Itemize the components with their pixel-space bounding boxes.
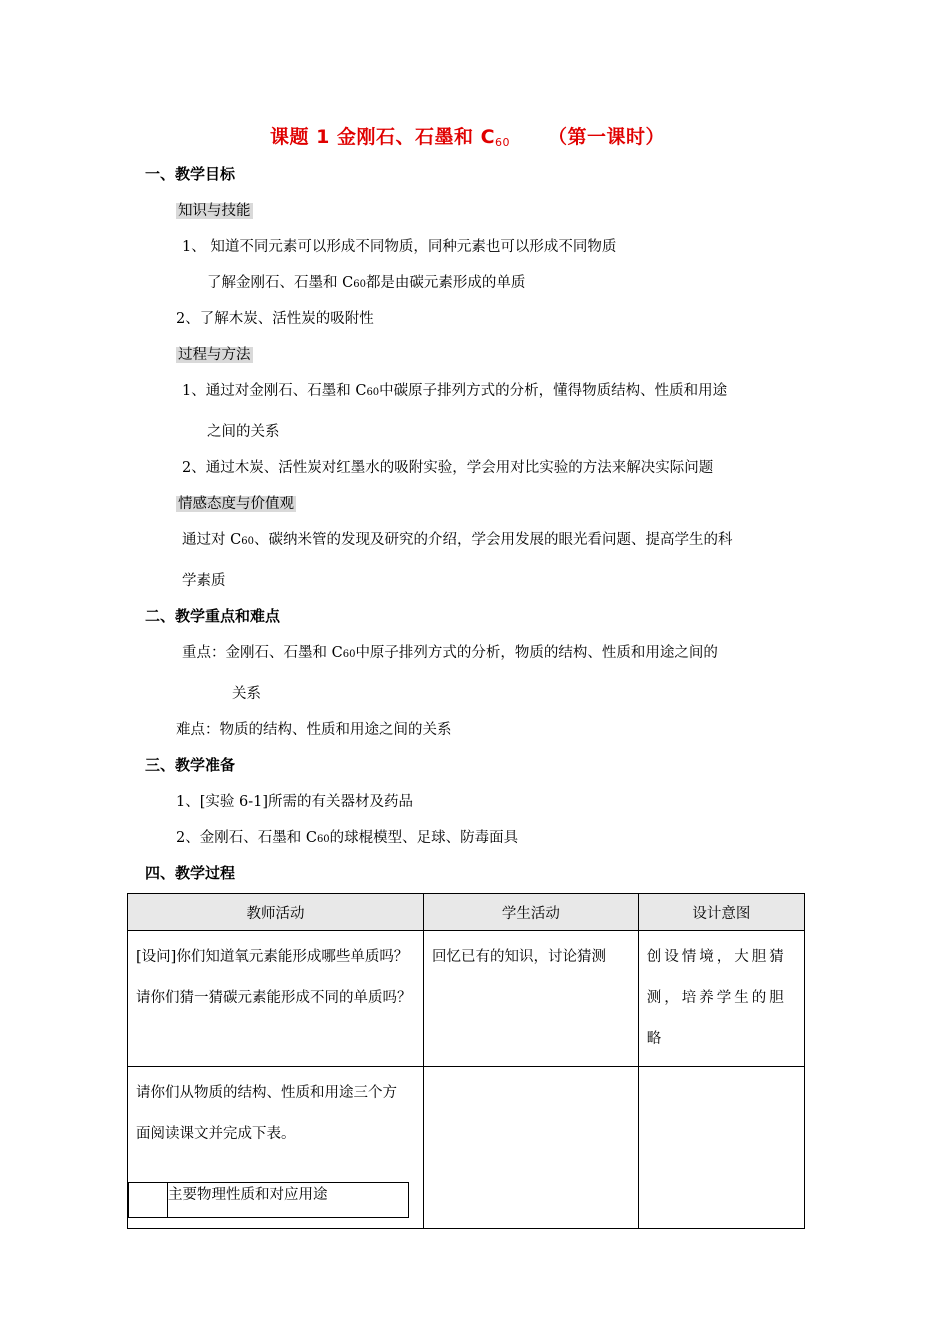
row1-student: 回忆已有的知识，讨论猜测 — [424, 931, 639, 1067]
section-4-heading: 四、教学过程 — [145, 864, 236, 882]
properties-subtable — [128, 1182, 409, 1218]
section-3-heading: 三、教学准备 — [145, 756, 236, 774]
prep-line-2: 2、金刚石、石墨和 C60的球棍模型、足球、防毒面具 — [176, 830, 519, 846]
emotion-label: 情感态度与价值观 — [178, 496, 294, 512]
title-period: （第一课时） — [548, 126, 666, 148]
subtable-empty-cell — [129, 1183, 168, 1218]
prep-line-1: 1、[实验 6-1]所需的有关器材及药品 — [176, 794, 413, 810]
knowledge-line-3: 2、了解木炭、活性炭的吸附性 — [176, 311, 374, 327]
col-header-student: 学生活动 — [424, 894, 639, 931]
row1-teacher: [设问]你们知道氧元素能形成哪些单质吗？请你们猜一猜碳元素能形成不同的单质吗？ — [128, 931, 424, 1067]
title-subscript: 60 — [495, 136, 511, 149]
row2-teacher — [128, 1067, 424, 1229]
teaching-process-table — [127, 893, 805, 1229]
col-header-teacher: 教师活动 — [128, 894, 424, 931]
process-line-2: 之间的关系 — [207, 424, 280, 440]
knowledge-label: 知识与技能 — [178, 203, 251, 219]
row2-student — [424, 1067, 639, 1229]
page-title: 课题 1 金刚石、石墨和 C60 （第一课时） — [270, 126, 666, 149]
process-line-3: 2、通过木炭、活性炭对红墨水的吸附实验，学会用对比实验的方法来解决实际问题 — [182, 460, 714, 476]
section-1-heading: 一、教学目标 — [145, 165, 236, 183]
process-label: 过程与方法 — [178, 347, 251, 363]
section-2-heading: 二、教学重点和难点 — [145, 607, 281, 625]
knowledge-line-2: 了解金刚石、石墨和 C60都是由碳元素形成的单质 — [207, 275, 526, 291]
row2-intent — [638, 1067, 804, 1229]
emotion-line-1: 通过对 C60、碳纳米管的发现及研究的介绍，学会用发展的眼光看问题、提高学生的科 — [182, 532, 733, 548]
difficulty-line: 难点：物质的结构、性质和用途之间的关系 — [176, 722, 452, 738]
emotion-line-2: 学素质 — [182, 573, 226, 589]
col-header-intent: 设计意图 — [638, 894, 804, 931]
process-line-1: 1、通过对金刚石、石墨和 C60中碳原子排列方式的分析，懂得物质结构、性质和用途 — [182, 383, 728, 399]
key-point-line-1: 重点：金刚石、石墨和 C60中原子排列方式的分析，物质的结构、性质和用途之间的 — [182, 645, 718, 661]
row2-teacher-text: 请你们从物质的结构、性质和用途三个方面阅读课文并完成下表。 — [136, 1085, 397, 1142]
subtable-header: 主要物理性质和对应用途 — [168, 1183, 409, 1218]
knowledge-line-1: 1、 知道不同元素可以形成不同物质，同种元素也可以形成不同物质 — [182, 239, 617, 255]
key-point-line-2: 关系 — [232, 686, 261, 702]
row1-intent: 创设情境，大胆猜测，培养学生的胆略 — [638, 931, 804, 1067]
